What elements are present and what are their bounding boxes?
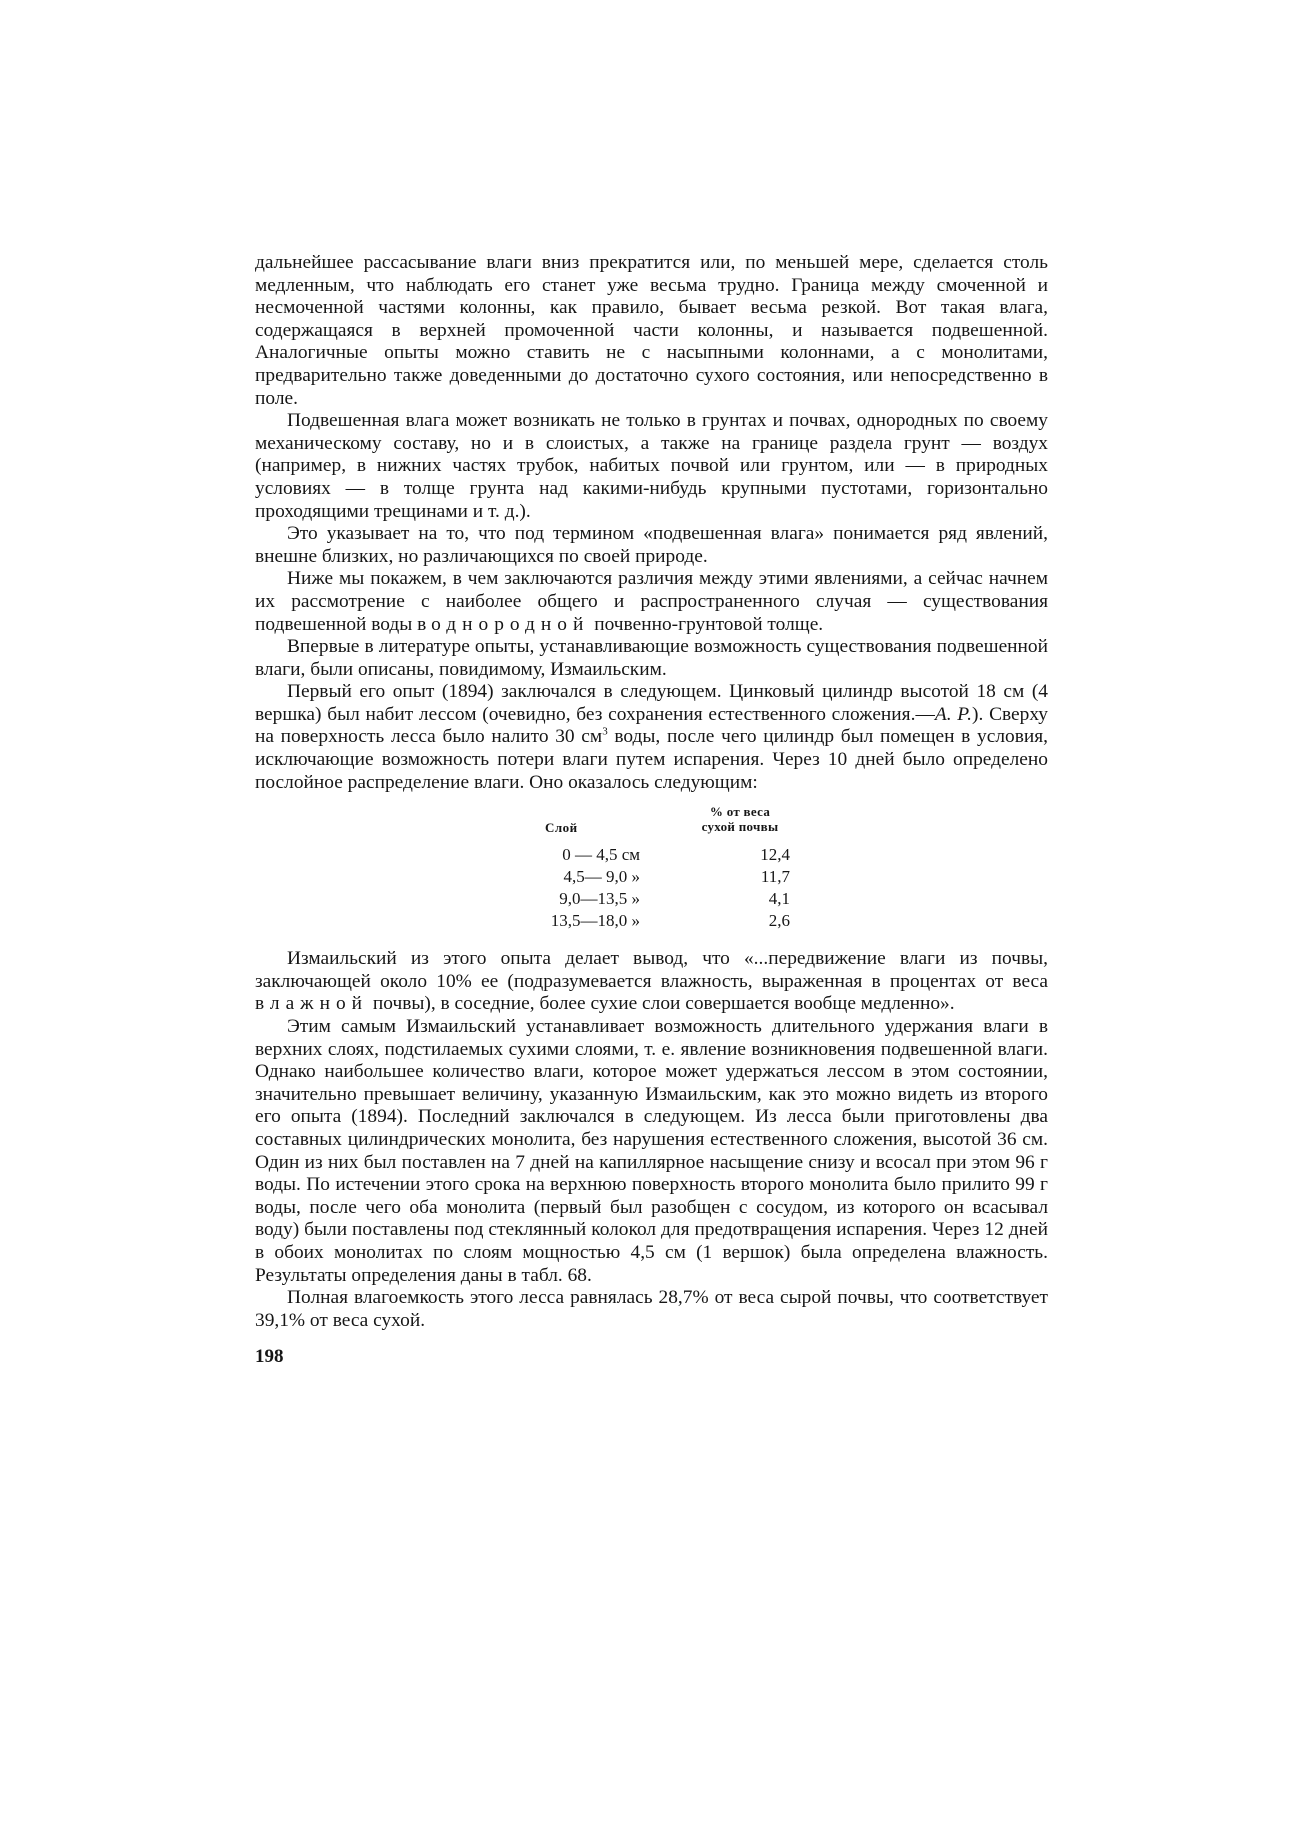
paragraph-first-experiment-part-b: ). Сверху на поверхность лесса было налито 30 см (255, 703, 1048, 748)
table-cell-layer: 13,5—18,0 » (550, 911, 640, 931)
paragraph-differences (255, 568, 1048, 636)
page-number: 198 (255, 1346, 284, 1368)
table-cell-value: 11,7 (760, 867, 790, 887)
table-cell-value: 4,1 (768, 889, 790, 909)
paragraph-first-experiment-part-a: Первый его опыт (1894) заключался в следующем. Цинковый цилиндр высотой 18 см (4 вершка) был набит лессом (очевидно, без сохранения естественного сложения.— (255, 681, 1048, 725)
table-header-percent-line2: сухой почвы (701, 819, 779, 835)
superscript-cubic: 3 (602, 726, 608, 738)
table-cell-layer: 9,0—13,5 » (559, 889, 640, 909)
table-row (500, 910, 830, 932)
table-row (500, 844, 830, 866)
table-cell-layer: 4,5— 9,0 » (563, 867, 640, 887)
paragraph-term-definition: Это указывает на то, что под термином «подвешенная влага» понимается ряд явлений, внешне близких, но различающихся по своей природе. (255, 523, 1048, 567)
paragraph-continuation: дальнейшее рассасывание влаги вниз прекратится или, по меньшей мере, сделается столь медленным, что наблюдать его станет уже весьма трудно. Граница между смоченной и несмоченной частями колонны, как правило, бывает весьма резкой. Вот такая влага, содержащаяся в верхней промоченной части колонны, и называется подвешенной. Аналогичные опыты можно ставить не с насыпными колоннами, а с монолитами, предварительно также доведенными до достаточно сухого состояния, или непосредственно в поле. (255, 252, 1048, 409)
table-header-percent (675, 804, 805, 834)
table-cell-value: 2,6 (768, 911, 790, 931)
paragraph-suspended-moisture-occurrence: Подвешенная влага может возникать не только в грунтах и почвах, однородных по своему механическому составу, но и в слоистых, а также на границе раздела грунт — воздух (например, в нижних частях трубок, набитых почвой или грунтом, или — в природных условиях — в толще грунта над какими-нибудь крупными пустотами, горизонтально проходящими трещинами и т. д.). (255, 410, 1048, 522)
document-page (255, 252, 1048, 1368)
paragraph-first-experiments: Впервые в литературе опыты, устанавливающие возможность существования подвешенной влаги, были описаны, повидимому, Измаильским. (255, 636, 1048, 680)
table-row (500, 888, 830, 910)
paragraph-first-experiment-part-c: воды, после чего цилиндр был помещен в условия, исключающие возможность потери влаги путем испарения. Через 10 дней было определено послойное распределение влаги. Оно оказалось следующим: (255, 726, 1049, 793)
table-header-percent-line1: % от веса (709, 804, 771, 820)
spaced-emphasis-homogeneous: однородной (431, 613, 590, 635)
paragraph-conclusion-part-a: Измаильский из этого опыта делает вывод, что «...передвижение влаги из почвы, заключающей около 10% ее (подразумевается влажность, выраженная в процентах от веса (255, 948, 1048, 992)
table-cell-value: 12,4 (760, 845, 790, 865)
table-cell-layer: 0 — 4,5 см (562, 845, 640, 865)
paragraph-full-capacity: Полная влагоемкость этого лесса равнялась 28,7% от веса сырой почвы, что соответствует 39,1% от веса сухой. (255, 1287, 1048, 1331)
paragraph-second-experiment: Этим самым Измаильский устанавливает возможность длительного удержания влаги в верхних слоях, подстилаемых сухими слоями, т. е. явление возникновения подвешенной влаги. Однако наибольшее количество влаги, которое может удержаться лессом в этом состоянии, значительно превышает величину, указанную Измаильским, как это можно видеть из второго его опыта (1894). Последний заключался в следующем. Из лесса были приготовлены два составных цилиндрических монолита, без нарушения естественного сложения, высотой 36 см. Один из них был поставлен на 7 дней на капиллярное насыщение снизу и всосал при этом 96 г воды. По истечении этого срока на верхнюю поверхность второго монолита было прилито 99 г воды, после чего оба монолита (первый был разобщен с сосудом, из которого он всасывал воду) были поставлены под стеклянный колокол для предотвращения испарения. Через 12 дней в обоих монолитах по слоям мощностью 4,5 см (1 вершок) была определена влажность. Результаты определения даны в табл. 68. (255, 1016, 1048, 1286)
paragraph-conclusion (255, 948, 1048, 1016)
moisture-distribution-table (255, 804, 1048, 934)
paragraph-conclusion-part-b: почвы), в соседние, более сухие слои совершается вообще медленно». (368, 993, 955, 1015)
paragraph-differences-part-b: почвенно-грунтовой толще. (589, 613, 824, 635)
author-initials: А. Р. (934, 703, 973, 725)
spaced-emphasis-wet: влажной (255, 993, 369, 1015)
paragraph-first-experiment (255, 681, 1048, 794)
paragraph-differences-part-a: Ниже мы покажем, в чем заключаются различия между этими явлениями, а сейчас начнем их рассмотрение с наиболее общего и распространенного случая — существования подвешенной воды в (255, 568, 1048, 635)
table-header-layer: Слой (545, 820, 578, 836)
table-row (500, 866, 830, 888)
